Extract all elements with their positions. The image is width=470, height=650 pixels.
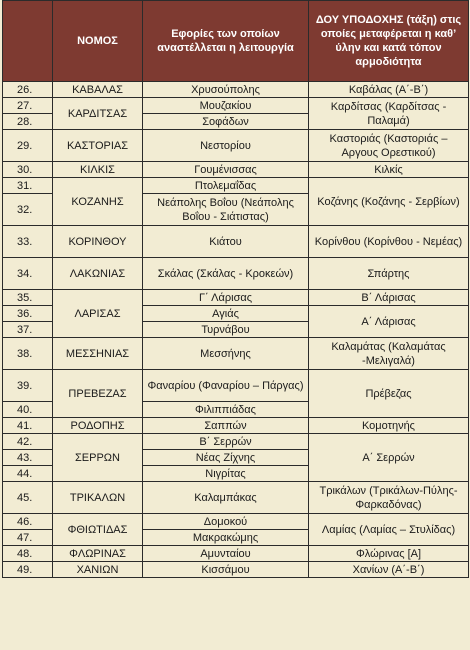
row-number: 34. (3, 258, 53, 290)
header-row (3, 1, 469, 82)
doy-cell: Κορίνθου (Κορίνθου - Νεμέας) (309, 226, 469, 258)
eforia-cell: Πτολεμαΐδας (143, 178, 309, 194)
doy-cell: Καρδίτσας (Καρδίτσας - Παλαμά) (309, 98, 469, 130)
row-number: 44. (3, 466, 53, 482)
nomos-cell: ΚΟΡΙΝΘΟΥ (53, 226, 143, 258)
eforia-cell: Β΄ Σερρών (143, 434, 309, 450)
doy-cell: Καστοριάς (Καστοριάς – Αργους Ορεστικού) (309, 130, 469, 162)
row-number: 36. (3, 306, 53, 322)
doy-cell: Φλώρινας [Α] (309, 546, 469, 562)
table-header (3, 1, 469, 82)
row-number: 49. (3, 562, 53, 578)
eforia-cell: Νεστορίου (143, 130, 309, 162)
doy-cell: Σπάρτης (309, 258, 469, 290)
table-row (3, 130, 469, 162)
eforia-cell: Σκάλας (Σκάλας - Κροκεών) (143, 258, 309, 290)
eforia-cell: Δομοκού (143, 514, 309, 530)
eforia-cell: Νεάπολης Βοΐου (Νεάπολης Βοΐου - Σιάτιστας) (143, 194, 309, 226)
doy-cell: Τρικάλων (Τρικάλων-Πύλης-Φαρκαδόνας) (309, 482, 469, 514)
doy-cell: Κομοτηνής (309, 418, 469, 434)
eforia-cell: Γουμένισσας (143, 162, 309, 178)
doy-cell: Κοζάνης (Κοζάνης - Σερβίων) (309, 178, 469, 226)
header-eforeies: Εφορίες των οποίων αναστέλλεται η λειτουργία (143, 1, 309, 82)
nomos-cell: ΚΟΖΑΝΗΣ (53, 178, 143, 226)
table-row (3, 178, 469, 194)
eforia-cell: Φαναρίου (Φαναρίου – Πάργας) (143, 370, 309, 402)
table-row (3, 258, 469, 290)
nomos-cell: ΚΙΛΚΙΣ (53, 162, 143, 178)
row-number: 32. (3, 194, 53, 226)
eforia-cell: Μακρακώμης (143, 530, 309, 546)
eforia-cell: Κιάτου (143, 226, 309, 258)
row-number: 29. (3, 130, 53, 162)
eforia-cell: Κισσάμου (143, 562, 309, 578)
table-body (3, 82, 469, 578)
eforia-cell: Σοφάδων (143, 114, 309, 130)
table-row (3, 226, 469, 258)
header-nomos: ΝΟΜΟΣ (53, 1, 143, 82)
nomos-cell: ΜΕΣΣΗΝΙΑΣ (53, 338, 143, 370)
table-row (3, 418, 469, 434)
nomos-cell: ΦΘΙΩΤΙΔΑΣ (53, 514, 143, 546)
table-row (3, 562, 469, 578)
data-table (2, 0, 469, 578)
nomos-cell: ΧΑΝΙΩΝ (53, 562, 143, 578)
row-number: 43. (3, 450, 53, 466)
nomos-cell: ΚΑΡΔΙΤΣΑΣ (53, 98, 143, 130)
doy-cell: Λαμίας (Λαμίας – Στυλίδας) (309, 514, 469, 546)
row-number: 33. (3, 226, 53, 258)
eforia-cell: Νέας Ζίχνης (143, 450, 309, 466)
eforia-cell: Καλαμπάκας (143, 482, 309, 514)
row-number: 45. (3, 482, 53, 514)
row-number: 40. (3, 402, 53, 418)
doy-cell: Α΄ Σερρών (309, 434, 469, 482)
row-number: 48. (3, 546, 53, 562)
row-number: 39. (3, 370, 53, 402)
nomos-cell: ΛΑΚΩΝΙΑΣ (53, 258, 143, 290)
row-number: 38. (3, 338, 53, 370)
table-row (3, 546, 469, 562)
doy-cell: Πρέβεζας (309, 370, 469, 418)
table-row (3, 434, 469, 450)
row-number: 31. (3, 178, 53, 194)
row-number: 42. (3, 434, 53, 450)
table-row (3, 290, 469, 306)
nomos-cell: ΠΡΕΒΕΖΑΣ (53, 370, 143, 418)
eforia-cell: Νιγρίτας (143, 466, 309, 482)
doy-cell: Α΄ Λάρισας (309, 306, 469, 338)
row-number: 30. (3, 162, 53, 178)
nomos-cell: ΤΡΙΚΑΛΩΝ (53, 482, 143, 514)
eforia-cell: Τυρνάβου (143, 322, 309, 338)
row-number: 41. (3, 418, 53, 434)
eforia-cell: Σαππών (143, 418, 309, 434)
header-doy: ΔΟΥ ΥΠΟΔΟΧΗΣ (τάξη) στις οποίες μεταφέρεται η καθ’ ύλην και κατά τόπον αρμοδιότητα (309, 1, 469, 82)
row-number: 26. (3, 82, 53, 98)
table-row (3, 514, 469, 530)
row-number: 37. (3, 322, 53, 338)
table-row (3, 98, 469, 114)
eforia-cell: Αμυνταίου (143, 546, 309, 562)
doy-cell: Καλαμάτας (Καλαμάτας -Μελιγαλά) (309, 338, 469, 370)
row-number: 47. (3, 530, 53, 546)
row-number: 27. (3, 98, 53, 114)
eforia-cell: Αγιάς (143, 306, 309, 322)
nomos-cell: ΛΑΡΙΣΑΣ (53, 290, 143, 338)
table-row (3, 82, 469, 98)
header-number (3, 1, 53, 82)
table-row (3, 338, 469, 370)
doy-cell: Καβάλας (Α΄-Β΄) (309, 82, 469, 98)
eforia-cell: Φιλιππιάδας (143, 402, 309, 418)
doy-cell: Χανίων (Α΄-Β΄) (309, 562, 469, 578)
eforia-cell: Γ΄ Λάρισας (143, 290, 309, 306)
eforia-cell: Μεσσήνης (143, 338, 309, 370)
nomos-cell: ΦΛΩΡΙΝΑΣ (53, 546, 143, 562)
nomos-cell: ΚΑΣΤΟΡΙΑΣ (53, 130, 143, 162)
table-row (3, 370, 469, 402)
table-row (3, 482, 469, 514)
doy-cell: Κιλκίς (309, 162, 469, 178)
nomos-cell: ΚΑΒΑΛΑΣ (53, 82, 143, 98)
row-number: 35. (3, 290, 53, 306)
nomos-cell: ΡΟΔΟΠΗΣ (53, 418, 143, 434)
row-number: 28. (3, 114, 53, 130)
nomos-cell: ΣΕΡΡΩΝ (53, 434, 143, 482)
eforia-cell: Μουζακίου (143, 98, 309, 114)
doy-cell: Β΄ Λάρισας (309, 290, 469, 306)
row-number: 46. (3, 514, 53, 530)
eforia-cell: Χρυσούπολης (143, 82, 309, 98)
table-row (3, 162, 469, 178)
